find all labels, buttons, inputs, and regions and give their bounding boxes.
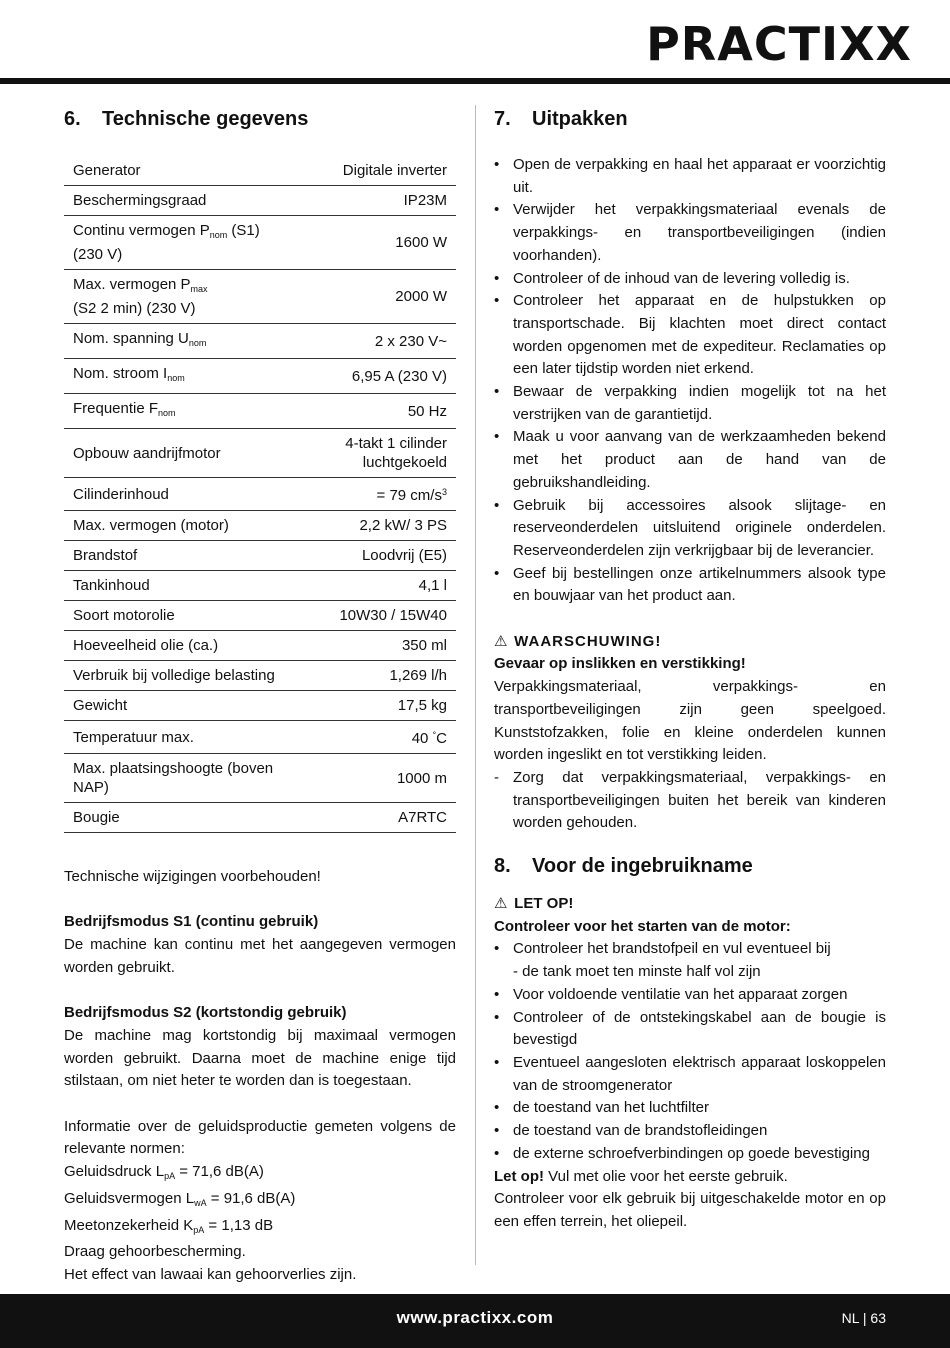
ear-protection: Draag gehoorbescherming. (64, 1243, 246, 1261)
spec-value-text: = 79 cm/s (376, 487, 442, 504)
page-number: NL | 63 (841, 1310, 886, 1326)
list-item: • Geef bij bestellingen onze artikelnummers alsook type en bouwjaar van het product aan. (494, 563, 886, 608)
noise-power (64, 1188, 456, 1215)
noise-text: = 71,6 dB(A) (175, 1163, 264, 1181)
noise-text: Geluidsdruck L (64, 1163, 165, 1181)
spec-value: 2 x 230 V~ (313, 324, 456, 359)
table-row (64, 511, 456, 541)
table-row (64, 394, 456, 429)
table-row (64, 631, 456, 661)
final-text: Controleer voor elk gebruik bij uitgeschakelde motor en op een effen terrein, het oliepeil. (494, 1190, 886, 1230)
practixx-logo: PRACTIXX (646, 17, 912, 71)
spec-label (64, 324, 313, 359)
table-row (64, 216, 456, 270)
spec-label: Beschermingsgraad (64, 186, 313, 216)
warning-title: Gevaar op inslikken en verstikking! (494, 655, 746, 673)
note-text: Vul met olie voor het eerste gebruik. (544, 1167, 788, 1185)
unpack-list (494, 154, 886, 608)
list-item: • Eventueel aangesloten elektrisch apparaat loskoppelen van de stroomgenerator (494, 1052, 886, 1097)
spec-value-text: 4-takt 1 cilinder (345, 435, 447, 452)
noise-effect: Het effect van lawaai kan gehoorverlies zijn. (64, 1265, 357, 1283)
spec-value: Loodvrij (E5) (313, 541, 456, 571)
noise-text: Geluidsvermogen L (64, 1189, 195, 1207)
spec-value-text: C (436, 730, 447, 747)
warning-dash-list (494, 767, 886, 835)
spec-label-sub: nom (188, 338, 207, 348)
list-item: • Controleer of de ontstekingskabel aan de bougie is bevestigd (494, 1007, 886, 1052)
spec-label-text: Frequentie F (73, 400, 159, 417)
table-row (64, 359, 456, 394)
spec-value: 17,5 kg (313, 691, 456, 721)
oil-note (494, 1166, 886, 1189)
list-item: • de toestand van het luchtfilter (494, 1097, 886, 1120)
spec-label-sub: max (190, 284, 208, 294)
noise-uncertainty (64, 1215, 456, 1242)
section-title: Technische gegevens (102, 108, 309, 130)
spec-label: Verbruik bij volledige belasting (64, 661, 313, 691)
table-row (64, 478, 456, 511)
table-row (64, 754, 456, 803)
table-row (64, 601, 456, 631)
section-title: Voor de ingebruikname (532, 855, 753, 878)
spec-label-text: (S2 2 min) (230 V) (73, 300, 196, 317)
s2-text: De machine mag kortstondig bij maximaal vermogen worden gebruikt. Daarna moet de machine enige tijd stilstaan, om niet heter te worden dan is toegestaan. (64, 1026, 456, 1090)
s1-title: Bedrijfsmodus S1 (continu gebruik) (64, 913, 319, 931)
caution-label: LET OP! (514, 895, 574, 913)
spec-value: 6,95 A (230 V) (313, 359, 456, 394)
table-row (64, 270, 456, 324)
section-number: 8. (494, 855, 511, 878)
check-list (494, 938, 886, 1165)
noise-sub: wA (194, 1197, 207, 1208)
spec-table (64, 156, 456, 833)
section-6-heading (64, 104, 456, 134)
spec-label (64, 359, 313, 394)
spec-label: Tankinhoud (64, 571, 313, 601)
noise-text: = 1,13 dB (204, 1216, 274, 1234)
spec-value: 2,2 kW/ 3 PS (313, 511, 456, 541)
spec-value-text: 40 (411, 730, 433, 747)
left-column (64, 104, 456, 1287)
table-row (64, 661, 456, 691)
spec-label: Bougie (64, 803, 313, 833)
spec-label: Brandstof (64, 541, 313, 571)
s2-title: Bedrijfsmodus S2 (kortstondig gebruik) (64, 1004, 347, 1022)
spec-value: 4,1 l (313, 571, 456, 601)
spec-value (313, 721, 456, 754)
list-item: • Controleer of de inhoud van de levering volledig is. (494, 268, 886, 291)
section-8-heading (494, 851, 886, 881)
table-row (64, 571, 456, 601)
list-item: • Voor voldoende ventilatie van het apparaat zorgen (494, 984, 886, 1007)
spec-label-text: Continu vermogen P (73, 222, 210, 239)
spec-label-text: NAP) (73, 779, 109, 796)
spec-label-text: (S1) (227, 222, 260, 239)
spec-value: 2000 W (313, 270, 456, 324)
warning-heading (494, 631, 886, 654)
note-label: Let op! (494, 1167, 544, 1185)
spec-value: 1,269 l/h (313, 661, 456, 691)
section-number: 7. (494, 108, 511, 130)
table-row (64, 324, 456, 359)
list-item: • Maak u voor aanvang van de werkzaamheden bekend met het product aan de hand van de gebruikshandleiding. (494, 426, 886, 494)
spec-label-text: Max. plaatsingshoogte (boven (73, 760, 274, 777)
spec-label-text: Nom. stroom I (73, 365, 168, 382)
spec-label (64, 216, 313, 270)
noise-sub: pA (193, 1224, 205, 1235)
spec-label: Soort motorolie (64, 601, 313, 631)
spec-value (313, 429, 456, 478)
list-item-text: - de tank moet ten minste half vol zijn (513, 963, 761, 981)
noise-pressure (64, 1161, 456, 1188)
list-item: • de toestand van de brandstofleidingen (494, 1120, 886, 1143)
list-item: • Controleer het apparaat en de hulpstukken op transportschade. Bij klachten moet direct contact worden opgenomen met de expediteur. Reclamaties op een later tijdstip worden niet erkend. (494, 290, 886, 381)
spec-label: Hoeveelheid olie (ca.) (64, 631, 313, 661)
spec-label: Gewicht (64, 691, 313, 721)
table-row (64, 156, 456, 186)
spec-value-sup: 3 (441, 487, 447, 497)
spec-label: Cilinderinhoud (64, 478, 313, 511)
column-divider (475, 105, 476, 1265)
section-number: 6. (64, 108, 81, 130)
caution-heading (494, 893, 886, 916)
s1-text: De machine kan continu met het aangegeven vermogen worden gebruikt. (64, 936, 456, 976)
spec-label: Max. vermogen (motor) (64, 511, 313, 541)
spec-value (313, 478, 456, 511)
caution-title: Controleer voor het starten van de motor: (494, 917, 791, 935)
spec-value: Digitale inverter (313, 156, 456, 186)
spec-label: Opbouw aandrijfmotor (64, 429, 313, 478)
noise-text: = 91,6 dB(A) (206, 1189, 296, 1207)
spec-label: Temperatuur max. (64, 721, 313, 754)
list-item: • de externe schroefverbindingen op goede bevestiging (494, 1143, 886, 1166)
website-link[interactable]: www.practixx.com (396, 1308, 554, 1327)
table-row (64, 429, 456, 478)
spec-value-text: luchtgekoeld (362, 454, 447, 471)
list-item: • Bewaar de verpakking indien mogelijk tot na het verstrijken van de garantietijd. (494, 381, 886, 426)
list-item: • Open de verpakking en haal het apparaat er voorzichtig uit. (494, 154, 886, 199)
list-item-text: Controleer het brandstofpeil en vul eventueel bij (513, 940, 831, 958)
spec-label-sub: nom (209, 230, 228, 240)
right-column (494, 104, 886, 1234)
warning-triangle-icon: ⚠ (494, 895, 508, 913)
warning-text: Verpakkingsmateriaal, verpakkings- en transportbeveiligingen zijn geen speelgoed. Kunststofzakken, folie en kleine onderdelen kunnen worden ingeslikt en tot verstikking leiden. (494, 678, 886, 764)
spec-label-sub: nom (158, 408, 176, 418)
section-7-heading (494, 104, 886, 134)
spec-label (64, 754, 313, 803)
spec-label-text: (230 V) (73, 246, 123, 263)
header-bar (0, 78, 950, 84)
spec-label (64, 270, 313, 324)
spec-label (64, 394, 313, 429)
section-title: Uitpakken (532, 108, 628, 130)
tech-note: Technische wijzigingen voorbehouden! (64, 868, 321, 885)
table-row (64, 691, 456, 721)
spec-value: 350 ml (313, 631, 456, 661)
list-item (494, 938, 886, 983)
spec-value: 50 Hz (313, 394, 456, 429)
spec-label-text: Max. vermogen P (73, 276, 191, 293)
warning-triangle-icon: ⚠ (494, 632, 508, 650)
list-item: - Zorg dat verpakkingsmateriaal, verpakkings- en transportbeveiligingen buiten het bereik van kinderen worden gehouden. (494, 767, 886, 835)
spec-value: 1600 W (313, 216, 456, 270)
spec-label-text: Nom. spanning U (73, 330, 189, 347)
table-row (64, 721, 456, 754)
noise-text: Meetonzekerheid K (64, 1216, 194, 1234)
noise-sub: pA (164, 1171, 176, 1182)
spec-label: Generator (64, 156, 313, 186)
spec-value-sup: ° (432, 730, 437, 740)
spec-value: IP23M (313, 186, 456, 216)
footer-bar (0, 1294, 950, 1348)
spec-value: 10W30 / 15W40 (313, 601, 456, 631)
spec-value: A7RTC (313, 803, 456, 833)
warning-label: WAARSCHUWING! (514, 632, 662, 650)
spec-value: 1000 m (313, 754, 456, 803)
table-row (64, 186, 456, 216)
table-row (64, 541, 456, 571)
list-item: • Gebruik bij accessoires alsook slijtage- en reserveonderdelen uitsluitend originele onderdelen. Reserveonderdelen zijn verkrijgbaar bij de leverancier. (494, 495, 886, 563)
list-item: • Verwijder het verpakkingsmateriaal evenals de verpakkings- en transportbeveiligingen (indien voorhanden). (494, 199, 886, 267)
spec-label-sub: nom (167, 373, 185, 383)
table-row (64, 803, 456, 833)
noise-intro: Informatie over de geluidsproductie gemeten volgens de relevante normen: (64, 1117, 456, 1158)
